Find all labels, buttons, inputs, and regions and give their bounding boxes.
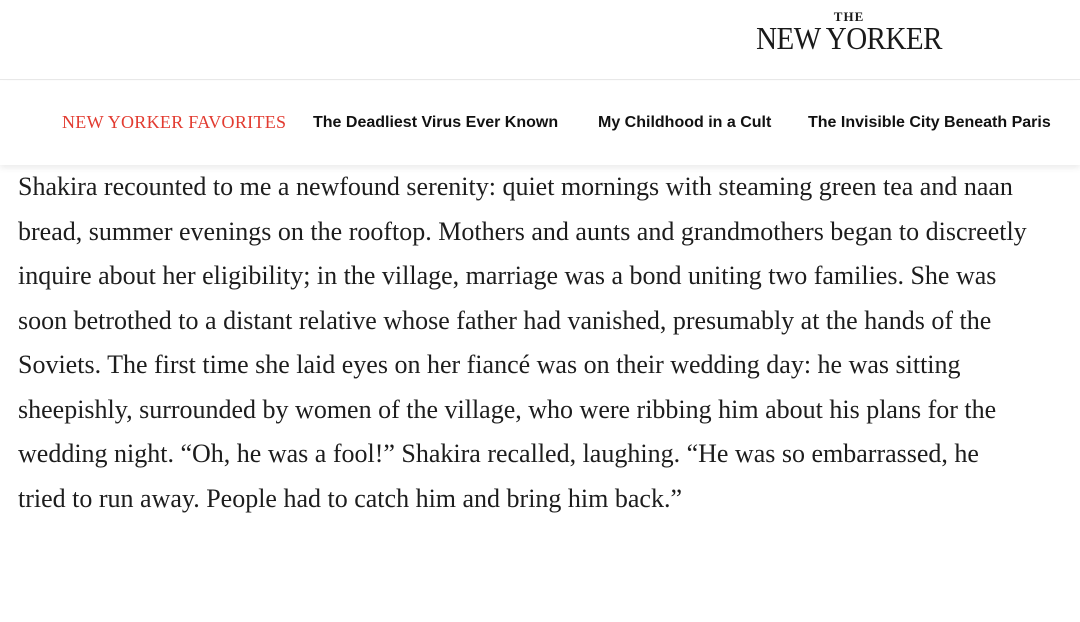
new-yorker-logo[interactable] [756,9,942,57]
logo-main-text: NEW YORKER [756,21,942,57]
favorites-nav [0,81,1080,165]
nav-link-deadliest-virus[interactable]: The Deadliest Virus Ever Known [313,114,559,131]
masthead [0,0,1080,80]
article-paragraph: Shakira recounted to me a newfound serenity: quiet mornings with steaming green tea and naan bread, summer evenings on the rooftop. Mothers and aunts and grandmothers began to discreetly inquire about her eligibility; in the village, marriage was a bond uniting two families. She was soon betrothed to a distant relative whose father had vanished, presumably at the hands of the Soviets. The first time she laid eyes on her fiancé was on their wedding day: he was sitting sheepishly, surrounded by women of the village, who were ribbing him about his plans for the wedding night. “Oh, he was a fool!” Shakira recalled, laughing. “He was so embarrassed, he tried to run away. People had to catch him and bring him back.” [18,172,1027,513]
article-body [18,165,1028,521]
favorites-label: NEW YORKER FAVORITES [62,112,287,132]
logo-top-text: THE [833,9,865,24]
nav-link-childhood-cult[interactable]: My Childhood in a Cult [598,114,772,131]
nav-link-invisible-city[interactable]: The Invisible City Beneath Paris [808,114,1051,131]
